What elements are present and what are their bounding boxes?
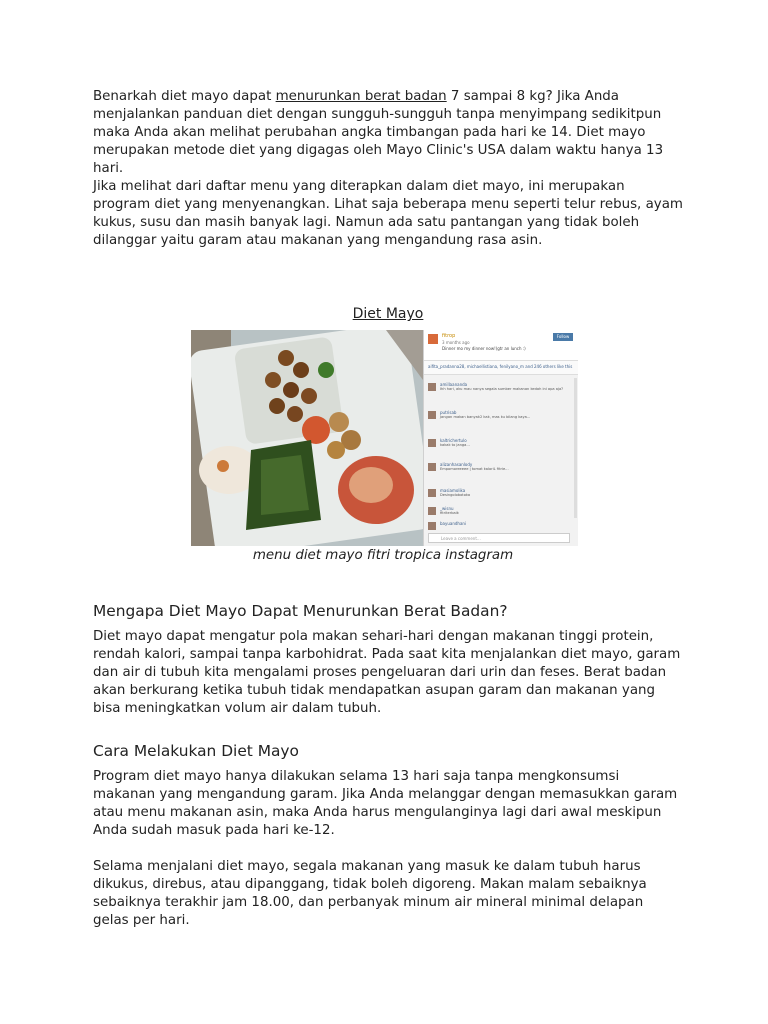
comment-user: _wisnu	[440, 506, 454, 511]
comment-user: putrisab	[440, 410, 457, 415]
comment	[428, 462, 568, 482]
comment-text: Empomoreeeee | tomat kaloriL fitrie...	[440, 467, 509, 471]
figure-title[interactable]	[93, 306, 683, 322]
avatar	[428, 489, 436, 497]
avatar	[428, 522, 436, 530]
section-how-body	[93, 768, 683, 840]
avatar	[428, 439, 436, 447]
instagram-panel	[423, 330, 578, 546]
avatar	[428, 463, 436, 471]
section-how-body-2	[93, 858, 683, 930]
scrollbar	[574, 378, 577, 518]
comment-text: kakak to janga...	[440, 443, 470, 447]
avatar	[428, 507, 436, 515]
comment-user: amillaananda	[440, 382, 468, 387]
comment-text: Ihh hari, aku mau nanya segala sumber makanan kedah ini apa aja?	[440, 387, 564, 391]
section-how-paragraph-1: Program diet mayo hanya dilakukan selama 13 hari saja tanpa mengkonsumsi makanan yang mengandung garam. Jika Anda melanggar dengan memasukkan garam atau menu makanan asin, maka Anda harus mengulanginya lagi dari awal meskipun Anda sudah masuk pada hari ke-12.	[93, 769, 678, 838]
figure-caption: menu diet mayo fitri tropica instagram	[252, 548, 514, 563]
instagram-likes: aifita_pradanna28, michaellistiana, fenilyano_m and 246 others like this	[424, 361, 578, 375]
comment-user: kaltrichertulo	[440, 438, 467, 443]
comment-text: Desingolobotoka	[440, 493, 471, 497]
section-why-body	[93, 628, 683, 718]
weight-loss-link[interactable]: menurunkan berat badan	[275, 89, 447, 104]
comment	[428, 410, 568, 430]
comment-input: Leave a comment...	[428, 533, 570, 543]
section-how-paragraph-2: Selama menjalani diet mayo, segala makanan yang masuk ke dalam tubuh harus dikukus, direbus, atau dipanggang, tidak boleh digoreng. Makan malam sebaiknya sebaiknya terakhir jam 18.00, dan perbanyak minum air mineral minimal delapan gelas per hari.	[93, 859, 647, 928]
food-photo	[191, 330, 423, 546]
figure-title-link[interactable]: Diet Mayo	[352, 306, 424, 322]
comment-user: alizanhasanlody	[440, 462, 473, 467]
follow-button: Follow	[553, 333, 573, 341]
comment-text: fitriterbaik	[440, 511, 459, 515]
avatar	[428, 383, 436, 391]
avatar	[428, 411, 436, 419]
section-heading-why: Mengapa Diet Mayo Dapat Menurunkan Berat Badan?	[93, 602, 508, 620]
intro-paragraph-1	[93, 88, 683, 178]
comment	[428, 488, 568, 508]
food-instagram-image	[191, 330, 578, 546]
avatar	[428, 334, 438, 344]
comment-user: masiamolika	[440, 488, 466, 493]
comment	[428, 438, 568, 458]
intro-text-continued: 7 sampai 8 kg? Jika Anda menjalankan panduan diet dengan sungguh-sungguh tanpa menyimpang sedikitpun maka Anda akan melihat perubahan angka timbangan pada hari ke 14. Diet mayo merupakan metode diet yang digagas oleh Mayo Clinic's USA dalam waktu hanya 13 hari.	[93, 89, 664, 176]
instagram-username: fitrop	[442, 333, 456, 339]
intro-text: Benarkah diet mayo dapat	[93, 89, 276, 104]
instagram-post-text: Dinner mo my dinner now!(gtr an lunch :)	[442, 346, 526, 351]
instagram-header	[424, 330, 578, 361]
article	[93, 88, 683, 928]
instagram-time: 3 months ago	[442, 340, 470, 345]
comment-text: Jangan makan banyak2 kak, mas ku bilang kaya...	[440, 415, 531, 419]
section-heading-how: Cara Melakukan Diet Mayo	[93, 742, 299, 760]
intro-paragraph-2: Jika melihat dari daftar menu yang diterapkan dalam diet mayo, ini merupakan program diet yang menyenangkan. Lihat saja beberapa menu seperti telur rebus, ayam kukus, susu dan masih banyak lagi. Namun ada satu pantangan yang tidak boleh dilanggar yaitu garam atau makanan yang mengandung rasa asin.	[93, 179, 683, 248]
comment	[428, 382, 568, 402]
comment-user: bayuandhani	[440, 521, 467, 526]
section-why-paragraph: Diet mayo dapat mengatur pola makan sehari-hari dengan makanan tinggi protein, rendah kalori, sampai tanpa karbohidrat. Pada saat kita menjalankan diet mayo, garam dan air di tubuh kita mengalami proses pengeluaran dari urin dan feses. Berat badan akan berkurang ketika tubuh tidak mendapatkan asupan garam dan makanan yang bisa meningkatkan volum air dalam tubuh.	[93, 629, 681, 716]
